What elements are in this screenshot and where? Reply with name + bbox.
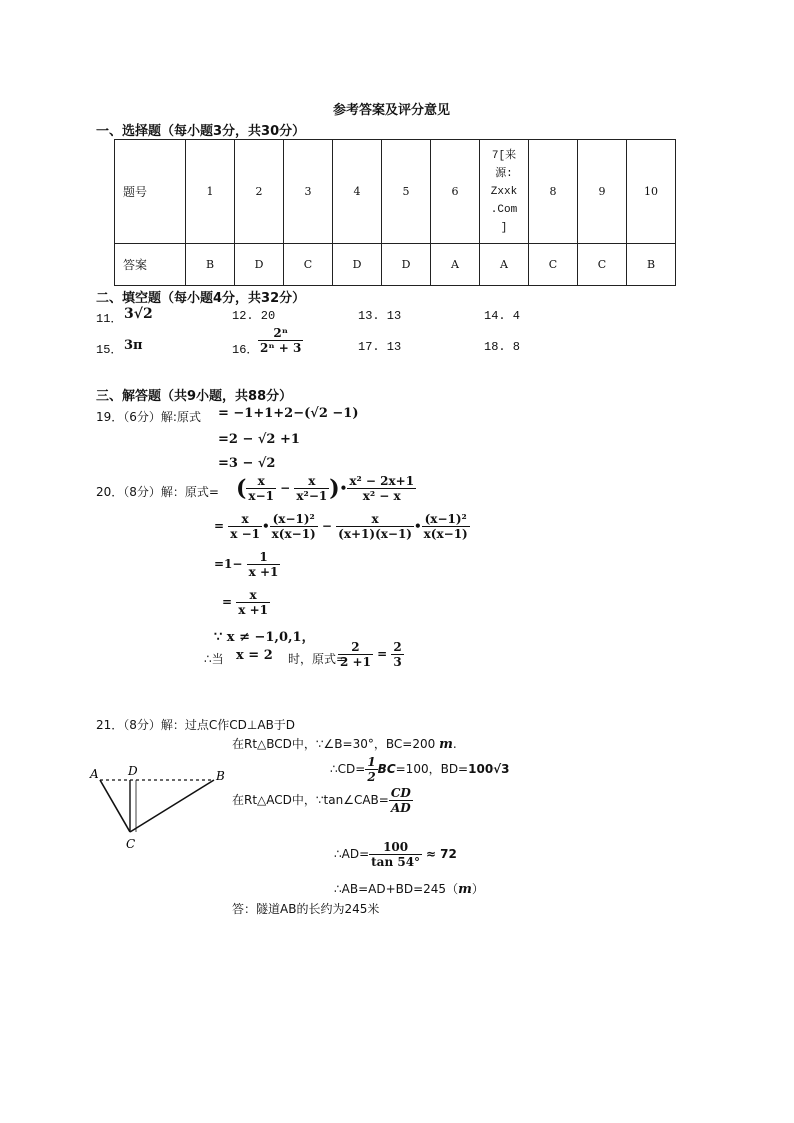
answer-18: 18. 8: [484, 340, 521, 354]
q21-line5-text: ∴AB=AD+BD=245（: [334, 882, 459, 896]
table-cell-answer: C: [284, 244, 333, 286]
q21-prefix: 21．（8分）解：过点C作CD⊥AB于D: [96, 718, 296, 732]
section2-heading: 二、填空题（每小题4分，共32分）: [96, 291, 306, 306]
table-cell-number: 6: [431, 140, 480, 244]
table-cell-number: 8: [529, 140, 578, 244]
q20-expression-4: = $\frac{x}{x +1}$: [222, 588, 268, 617]
q19-line1: = −1+1+2−(√2 −1): [218, 406, 359, 421]
table-cell-answer: B: [627, 244, 676, 286]
table-cell-answer: D: [382, 244, 431, 286]
table-cell-answer: D: [235, 244, 284, 286]
answer-16-fraction: [258, 326, 303, 355]
answer-14: 14. 4: [484, 309, 521, 323]
q21-line5-unit: m: [458, 882, 472, 897]
table-row-numbers: [115, 140, 676, 244]
table-cell-number: 5: [382, 140, 431, 244]
q21-answer: 答：隧道AB的长约为245米: [232, 902, 380, 916]
number7-line: 7[来: [491, 149, 517, 162]
table-cell-number-7: [480, 140, 529, 244]
table-cell-answer: C: [529, 244, 578, 286]
fraction-numerator: 2ⁿ: [258, 326, 303, 341]
number7-line: 源:: [495, 167, 513, 180]
table-cell-answer: C: [578, 244, 627, 286]
table-cell-answer: A: [431, 244, 480, 286]
table-cell-number: 4: [333, 140, 382, 244]
table-cell-answer: B: [186, 244, 235, 286]
answer-table: [114, 139, 676, 286]
page-title: 参考答案及评分意见: [333, 103, 451, 118]
q21-line4: ∴AD= $\frac{100}{\tan 54^\circ}$ ≈ 72: [334, 840, 457, 869]
q20-condition: ∵ x ≠ −1,0,1，: [214, 630, 315, 645]
table-cell-number: 10: [627, 140, 676, 244]
q21-line5-end: ）: [471, 882, 484, 896]
point-d-label: D: [128, 764, 138, 778]
q21-line2: ∴CD= $\frac{1}{2}$ BC=100，BD=100√3: [330, 755, 510, 784]
table-row-answers: [115, 244, 676, 286]
q19-prefix: 19．（6分）解:原式: [96, 410, 201, 424]
q21-line1: 在Rt△BCD中，∵∠B=30°，BC=200 m.: [232, 737, 457, 752]
point-a-label: A: [90, 767, 99, 781]
q21-line2-c: 100√3: [468, 762, 510, 776]
number7-line: ]: [500, 221, 508, 234]
triangle-diagram: [86, 762, 236, 854]
answer-15-label: 15．: [96, 343, 123, 357]
section1-heading: 一、选择题（每小题3分，共30分）: [96, 124, 306, 139]
table-cell-answer: D: [333, 244, 382, 286]
answer-13: 13. 13: [358, 309, 402, 323]
point-c-label: C: [126, 837, 136, 851]
table-header-number: 题号: [115, 140, 186, 244]
table-cell-number: 9: [578, 140, 627, 244]
q20-expression-2: = $\frac{x}{x -1}$ • $\frac{\text{(x−1)²}}{x(x-1)}$ − $\frac{x}{(x+1)(x-1)}$ • $\frac{\text{(x−1)²}}{x(x-1)}$: [214, 512, 468, 541]
q20-prefix: 20．（8分）解：原式=: [96, 485, 219, 499]
q19-line2: =2 − √2 +1: [218, 432, 300, 447]
point-b-label: B: [216, 769, 225, 783]
q21-line1-text: 在Rt△BCD中，∵∠B=30°，BC=200: [232, 737, 436, 751]
q21-line4-a: ∴AD=: [334, 847, 370, 861]
number7-line: .Com: [490, 203, 518, 216]
q21-line4-b: ≈ 72: [425, 847, 457, 861]
table-cell-number: 1: [186, 140, 235, 244]
answer-11-value: 3√2: [124, 306, 153, 322]
fraction-denominator: 2ⁿ + 3: [260, 341, 302, 355]
answer-15-value: 3π: [124, 338, 143, 353]
section3-heading: 三、解答题（共9小题，共88分）: [96, 389, 293, 404]
answer-11-label: 11．: [96, 312, 123, 326]
q21-line2-a: ∴CD=: [330, 762, 366, 776]
table-cell-number: 2: [235, 140, 284, 244]
q19-line3: =3 − √2: [218, 456, 276, 471]
q21-line3: 在Rt△ACD中，∵tan∠CAB= $\frac{CD}{AD}$: [232, 786, 411, 815]
q20-x-value: x = 2: [236, 648, 273, 663]
q21-line2-b: =100，BD=: [395, 762, 469, 776]
q21-line3-text: 在Rt△ACD中，∵tan∠CAB=: [232, 793, 389, 807]
q20-expression-3: =1− $\frac{1}{x +1}$: [214, 550, 279, 579]
q21-line5: [334, 880, 484, 897]
number7-line: Zxxk: [490, 185, 518, 198]
answer-12: 12. 20: [232, 309, 276, 323]
table-cell-number: 3: [284, 140, 333, 244]
q20-when2: 时，原式=: [288, 652, 347, 666]
table-header-answer: 答案: [115, 244, 186, 286]
q21-line1-unit: m: [439, 737, 453, 752]
answer-17: 17. 13: [358, 340, 402, 354]
table-cell-answer: A: [480, 244, 529, 286]
answer-16-label: 16．: [232, 343, 259, 357]
q20-expression-1: ( $\frac{x}{x-1}$ − $\frac{x}{\text{x²−1}}$ )• $\frac{\text{x² − 2x+1}}{\text{x² − x}}$: [236, 474, 415, 503]
q20-final: $\frac{2}{2 +1}$ = $\frac{2}{3}$: [340, 640, 402, 669]
q20-when: ∴当: [204, 652, 224, 666]
